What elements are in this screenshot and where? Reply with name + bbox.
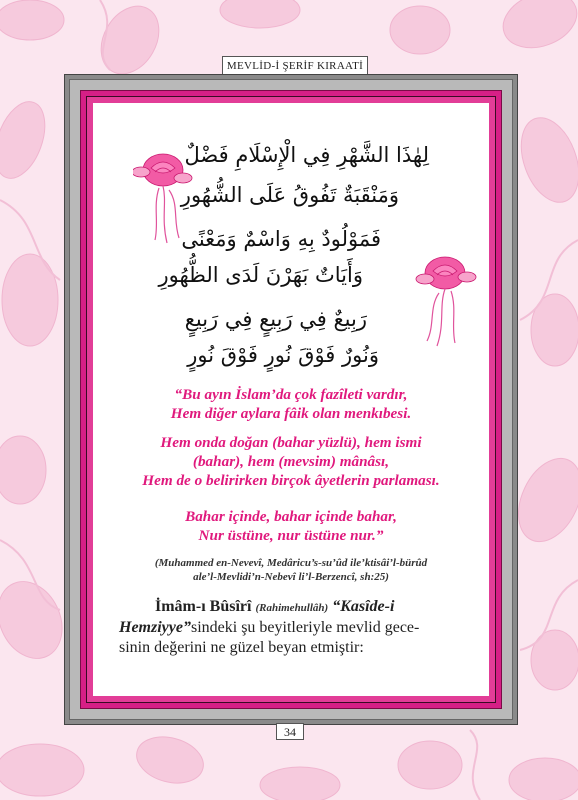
running-header: MEVLİD-İ ŞERİF KIRAATİ [222,56,368,76]
source-line: (Muhammed en-Nevevî, Medâricu’s-su’ûd ile’ktisâi’l-bürûd [154,557,428,569]
poem-line-3: فَمَوْلُودٌ بِهِ وَاسْمٌ وَمَعْنًى [181,227,381,251]
poem-line-2: وَمَنْقَبَةٌ تَفُوقُ عَلَى الشُّهُورِ [180,183,399,207]
poem-line-6: وَنُورٌ فَوْقَ نُورٍ فَوْقَ نُورٍ [187,343,379,367]
rose-ornament-icon [133,148,213,248]
work-title-part1: “Kasîde-i [332,598,395,615]
translation-line: “Bu ayın İslam’da çok fazîleti vardır, [174,386,408,403]
poem-line-1: لِهٰذَا الشَّهْرِ فِي الْإِسْلَامِ فَضْلٌ [184,143,429,167]
translation-line: Hem diğer aylara fâik olan menkıbesi. [170,405,412,422]
poem-line-5: رَبِيعٌ فِي رَبِيعٍ فِي رَبِيعٍ [184,307,367,331]
page-content [93,103,489,696]
translation-stanza-3 [93,507,489,545]
poem-line-4: وَأَيَاتٌ بَهَرْنَ لَدَى الظُّهُورِ [158,263,363,287]
body-text: sindeki şu beyitleriyle mevlid gece- [190,619,420,636]
translation-stanza-2 [93,433,489,490]
author-note: (Rahimehullâh) [255,602,329,614]
translation-line: Bahar içinde, bahar içinde bahar, [185,508,397,525]
translation-line: Hem onda doğan (bahar yüzlü), hem ismi [160,434,422,451]
translation-line: (bahar), hem (mevsim) mânâsı, [192,453,390,470]
translation-line: Hem de o belirirken birçok âyetlerin parlaması. [142,472,440,489]
body-paragraph [119,597,473,658]
translation-line: Nur üstüne, nur üstüne nur.” [198,527,384,544]
page-number: 34 [276,723,304,740]
author-name: İmâm-ı Bûsîrî [155,598,252,615]
source-citation [103,557,479,584]
translation-stanza-1 [93,385,489,423]
source-line: ale’l-Mevlidi’n-Nebevî li’l-Berzencî, sh:25) [193,570,389,583]
body-text: sinin değerini ne güzel beyan etmiştir: [119,639,364,656]
work-title-part2: Hemziyye” [119,619,191,636]
rose-ornament-icon [399,251,479,351]
